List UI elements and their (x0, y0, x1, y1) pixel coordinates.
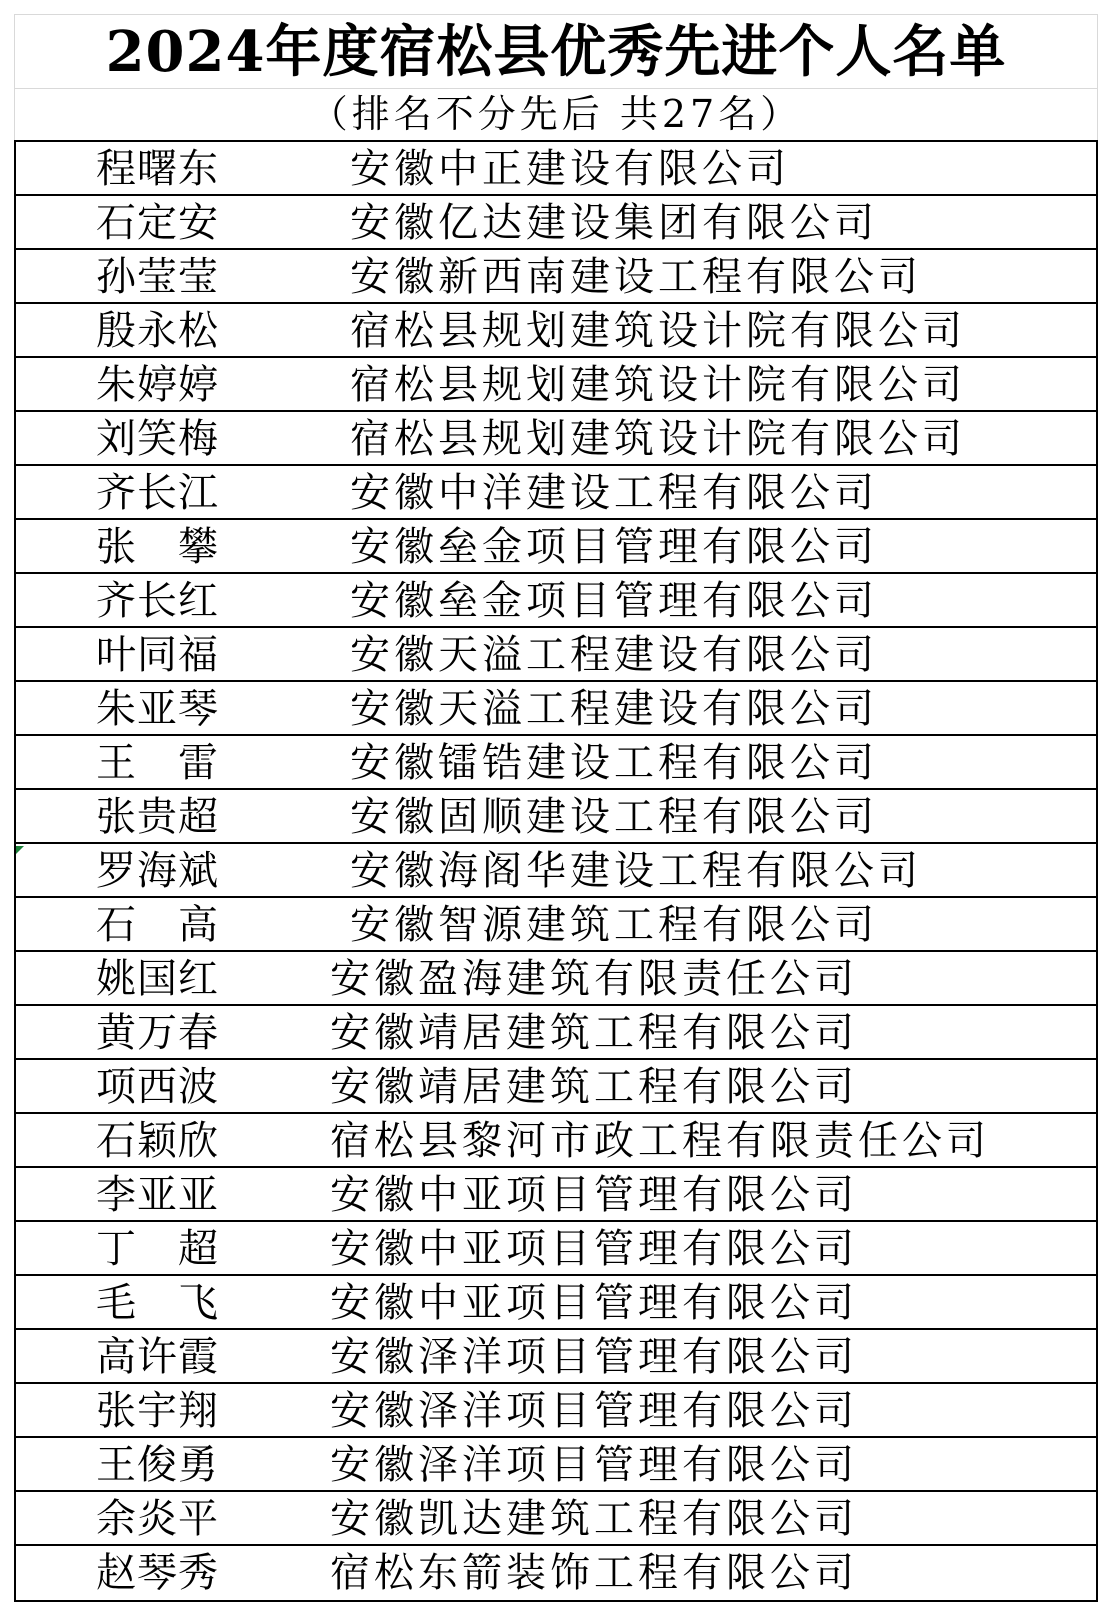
table-row (16, 1060, 1096, 1114)
company-name: 安徽海阁华建设工程有限公司 (350, 848, 922, 894)
company-name: 安徽盈海建筑有限责任公司 (330, 956, 858, 1002)
person-name: 毛飞 (96, 1280, 218, 1326)
table-row (16, 1276, 1096, 1330)
table-row (16, 1330, 1096, 1384)
person-name: 张攀 (96, 524, 218, 570)
company-name: 安徽靖居建筑工程有限公司 (330, 1010, 858, 1056)
person-name: 丁超 (96, 1226, 218, 1272)
company-name: 安徽中洋建设工程有限公司 (350, 470, 878, 516)
person-name: 程曙东 (96, 146, 218, 192)
table-row (16, 304, 1096, 358)
honor-list-sheet (14, 14, 1098, 1606)
table-row (16, 1168, 1096, 1222)
company-name: 安徽垒金项目管理有限公司 (350, 524, 878, 570)
person-name: 朱亚琴 (96, 686, 218, 732)
person-name: 李亚亚 (96, 1172, 218, 1218)
company-name: 安徽中正建设有限公司 (350, 146, 790, 192)
table-row (16, 358, 1096, 412)
company-name: 安徽垒金项目管理有限公司 (350, 578, 878, 624)
table-row (16, 574, 1096, 628)
table-row (16, 790, 1096, 844)
table-row (16, 1438, 1096, 1492)
company-name: 安徽智源建筑工程有限公司 (350, 902, 878, 948)
table-row (16, 412, 1096, 466)
person-name: 齐长江 (96, 470, 218, 516)
person-name: 石高 (96, 902, 218, 948)
person-name: 张宇翔 (96, 1388, 218, 1434)
person-name: 赵琴秀 (96, 1550, 218, 1596)
company-name: 安徽泽洋项目管理有限公司 (330, 1442, 858, 1488)
cell-note-marker (16, 846, 24, 854)
person-name: 高许霞 (96, 1334, 218, 1380)
company-name: 安徽新西南建设工程有限公司 (350, 254, 922, 300)
company-name: 安徽靖居建筑工程有限公司 (330, 1064, 858, 1110)
company-name: 安徽中亚项目管理有限公司 (330, 1280, 858, 1326)
table-row (16, 520, 1096, 574)
table-row (16, 1546, 1096, 1600)
page-subtitle: （排名不分先后 共27名） (14, 88, 1098, 140)
company-name: 安徽泽洋项目管理有限公司 (330, 1334, 858, 1380)
person-name: 黄万春 (96, 1010, 218, 1056)
table-row (16, 142, 1096, 196)
company-name: 宿松东箭装饰工程有限公司 (330, 1550, 858, 1596)
company-name: 宿松县黎河市政工程有限责任公司 (330, 1118, 990, 1164)
person-name: 朱婷婷 (96, 362, 218, 408)
company-name: 安徽凯达建筑工程有限公司 (330, 1496, 858, 1542)
table-row (16, 736, 1096, 790)
table-row (16, 628, 1096, 682)
person-name: 孙莹莹 (96, 254, 218, 300)
table-row (16, 1492, 1096, 1546)
company-name: 宿松县规划建筑设计院有限公司 (350, 362, 966, 408)
table-row (16, 1006, 1096, 1060)
person-name: 王雷 (96, 740, 218, 786)
company-name: 安徽天溢工程建设有限公司 (350, 686, 878, 732)
person-name: 姚国红 (96, 956, 218, 1002)
page-title: 2024年度宿松县优秀先进个人名单 (14, 14, 1098, 88)
person-name: 项西波 (96, 1064, 218, 1110)
company-name: 安徽亿达建设集团有限公司 (350, 200, 878, 246)
person-name: 余炎平 (96, 1496, 218, 1542)
person-name: 罗海斌 (96, 848, 218, 894)
table-row (16, 250, 1096, 304)
company-name: 安徽中亚项目管理有限公司 (330, 1172, 858, 1218)
person-name: 张贵超 (96, 794, 218, 840)
table-row (16, 898, 1096, 952)
person-name: 殷永松 (96, 308, 218, 354)
company-name: 安徽固顺建设工程有限公司 (350, 794, 878, 840)
company-name: 宿松县规划建筑设计院有限公司 (350, 416, 966, 462)
person-name: 刘笑梅 (96, 416, 218, 462)
table-row (16, 682, 1096, 736)
table-row (16, 196, 1096, 250)
table-row (16, 466, 1096, 520)
person-name: 叶同福 (96, 632, 218, 678)
table-row (16, 1114, 1096, 1168)
person-name: 石定安 (96, 200, 218, 246)
company-name: 安徽中亚项目管理有限公司 (330, 1226, 858, 1272)
company-name: 安徽泽洋项目管理有限公司 (330, 1388, 858, 1434)
person-name: 齐长红 (96, 578, 218, 624)
company-name: 安徽镭锆建设工程有限公司 (350, 740, 878, 786)
person-name: 石颖欣 (96, 1118, 218, 1164)
honor-table (14, 140, 1098, 1602)
company-name: 宿松县规划建筑设计院有限公司 (350, 308, 966, 354)
table-row (16, 1384, 1096, 1438)
table-row (16, 844, 1096, 898)
table-row (16, 1222, 1096, 1276)
table-row (16, 952, 1096, 1006)
person-name: 王俊勇 (96, 1442, 218, 1488)
company-name: 安徽天溢工程建设有限公司 (350, 632, 878, 678)
